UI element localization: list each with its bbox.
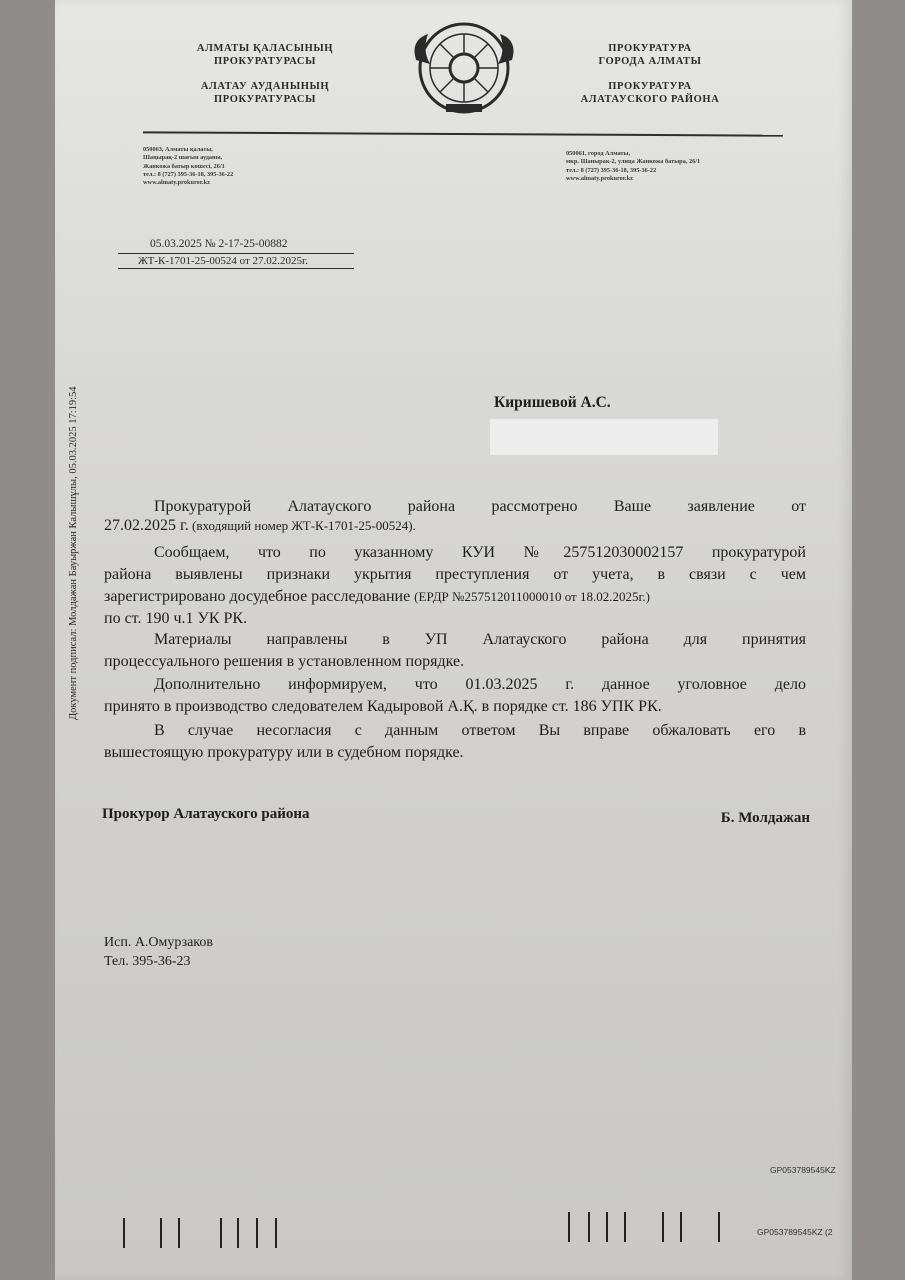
signature-stamp-vertical: Документ подписал: Молдажан Бауыржан Калышұлы, 05.03.2025 17:19:54	[68, 386, 79, 720]
form-code: GP053789545KZ	[770, 1165, 836, 1175]
header-right-line: ПРОКУРАТУРА	[608, 81, 692, 92]
incoming-reference: ЖТ-К-1701-25-00524 от 27.02.2025г.	[138, 255, 309, 267]
address-line: www.almaty.prokuror.kz	[143, 179, 210, 187]
address-line: тел.: 8 (727) 395-36-18, 395-36-22	[143, 170, 234, 178]
address-line: мкр. Шанырак-2, улица Жанкожа батыра, 26/1	[566, 158, 701, 166]
signer-position: Прокурор Алатауского района	[102, 806, 310, 822]
header-right-ru	[540, 42, 760, 106]
body-line	[104, 516, 806, 536]
address-left	[143, 146, 343, 187]
header-right-line: АЛАТАУСКОГО РАЙОНА	[580, 94, 720, 105]
signer-name: Б. Молдажан	[720, 810, 810, 826]
header-left-line: АЛАТАУ АУДАНЫНЫҢ	[200, 81, 330, 92]
body-text: (входящий номер ЖТ-К-1701-25-00524).	[188, 518, 416, 533]
body-line: вышестоящую прокуратуру или в судебном порядке.	[104, 744, 464, 761]
header-left-kz	[160, 42, 370, 106]
executor-phone: Тел. 395-36-23	[104, 954, 191, 969]
header-right-line: ПРОКУРАТУРА	[608, 43, 692, 54]
addressee-name: Киришевой А.С.	[494, 394, 611, 411]
body-line: Материалы направлены в УП Алатауского района для принятия	[154, 631, 806, 648]
address-line: 050063, Алматы қаласы,	[143, 146, 213, 153]
body-line: по ст. 190 ч.1 УК РК.	[104, 610, 248, 627]
address-line: 050061, город Алматы,	[566, 150, 631, 157]
body-line: принято в производство следователем Кадыровой А.Қ. в порядке ст. 186 УПК РК.	[104, 698, 662, 715]
address-line: Жанкожа батыр көшесі, 26/1	[143, 162, 225, 170]
redacted-block	[490, 419, 718, 455]
header-left-line: ПРОКУРАТУРАСЫ	[213, 56, 317, 67]
state-emblem-icon	[408, 20, 520, 116]
address-line: Шаңырақ-2 шағын ауданы,	[143, 154, 223, 162]
body-text: 27.02.2025 г.	[104, 517, 189, 534]
body-line: Дополнительно информируем, что 01.03.2025 г. данное уголовное дело	[154, 676, 806, 693]
reference-underline	[118, 268, 354, 269]
form-code: GP053789545KZ (2	[757, 1227, 833, 1237]
address-line: www.almaty.prokuror.kz	[566, 174, 633, 182]
body-line: процессуального решения в установленном порядке.	[104, 653, 465, 670]
header-right-line: ГОРОДА АЛМАТЫ	[598, 56, 702, 67]
body-line	[104, 587, 806, 607]
body-line: района выявлены признаки укрытия преступления от учета, в связи с чем	[104, 566, 806, 583]
header-left-line: ПРОКУРАТУРАСЫ	[213, 94, 317, 105]
executor-name: Исп. А.Омурзаков	[104, 935, 214, 950]
body-line: В случае несогласия с данным ответом Вы вправе обжаловать его в	[154, 722, 806, 739]
body-text: зарегистрировано досудебное расследование	[104, 588, 415, 605]
body-text: (ЕРДР №257512011000010 от 18.02.2025г.)	[414, 589, 650, 604]
address-right	[566, 150, 806, 183]
body-line: Сообщаем, что по указанному КУИ №257512030002157 прокуратурой	[154, 544, 806, 561]
address-line: тел.: 8 (727) 395-36-18, 395-36-22	[566, 166, 657, 174]
regno-underline	[118, 253, 354, 254]
header-left-line: АЛМАТЫ ҚАЛАСЫНЫҢ	[196, 43, 334, 54]
body-line: Прокуратурой Алатауского района рассмотрено Ваше заявление от	[154, 498, 806, 515]
outgoing-number: 05.03.2025 № 2-17-25-00882	[150, 238, 288, 250]
